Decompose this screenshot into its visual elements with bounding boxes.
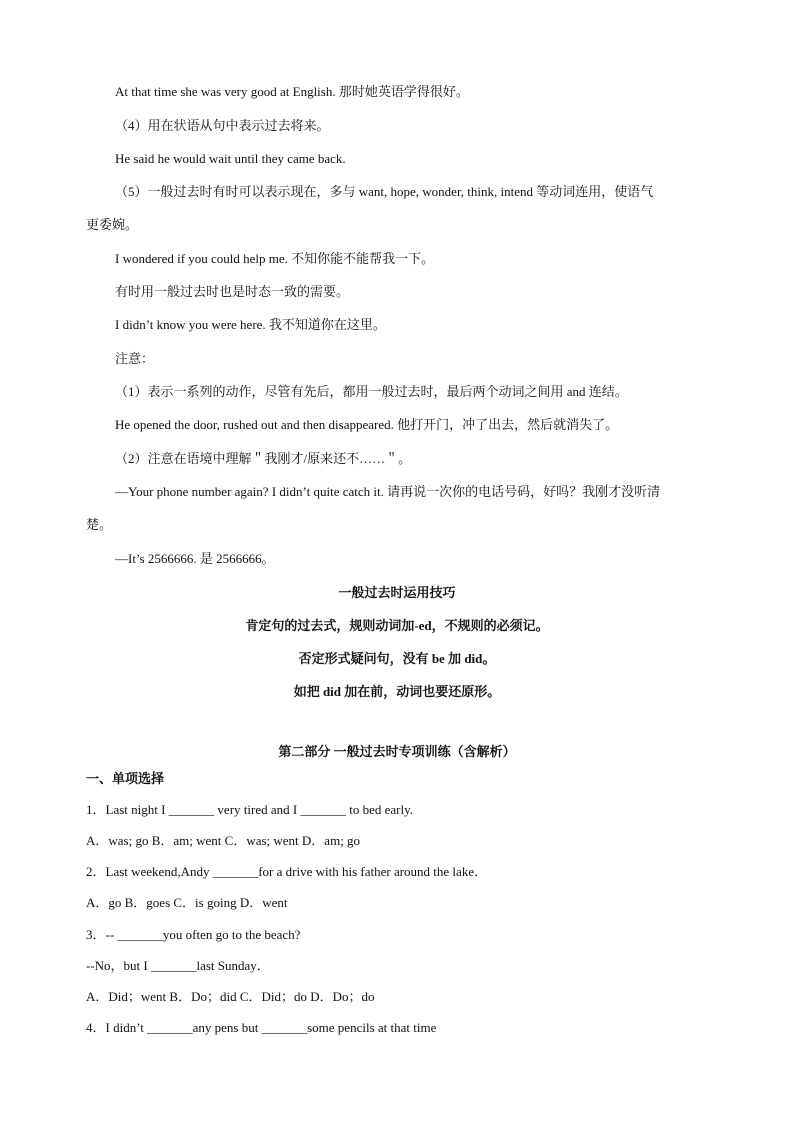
section-heading: 一、单项选择 (86, 771, 165, 786)
tips-rule: 如把 did 加在前，动词也要还原形。 (293, 684, 501, 699)
dialogue-line: —It’s 2566666. 是 2566666。 (115, 551, 275, 566)
example-sentence: He said he would wait until they came back. (115, 151, 346, 166)
example-sentence: I wondered if you could help me. 不知你能不能帮我一下。 (115, 251, 435, 266)
question-options: A．Did；went B．Do；did C．Did；do D．Do；do (86, 989, 375, 1004)
note-text: 有时用一般过去时也是时态一致的需要。 (115, 284, 350, 299)
tips-title: 一般过去时运用技巧 (338, 585, 456, 600)
rule-heading-continued: 更委婉。 (86, 217, 139, 232)
example-sentence: He opened the door, rushed out and then disappeared. 他打开门，冲了出去，然后就消失了。 (115, 417, 619, 432)
note-item: （2）注意在语境中理解＂我刚才/原来还不……＂。 (115, 451, 412, 466)
question-stem: 3．-- _______you often go to the beach? (86, 927, 301, 942)
note-item: （1）表示一系列的动作，尽管有先后，都用一般过去时，最后两个动词之间用 and 连结。 (115, 384, 628, 399)
note-label: 注意： (115, 351, 155, 366)
question-stem: 1．Last night I _______ very tired and I _______ to bed early. (86, 802, 413, 817)
example-sentence: I didn’t know you were here. 我不知道你在这里。 (115, 317, 386, 332)
question-options: A．was; go B．am; went C．was; went D．am; go (86, 833, 361, 848)
question-stem: 2．Last weekend,Andy _______for a drive with his father around the lake． (86, 864, 488, 879)
dialogue-line: —Your phone number again? I didn’t quite catch it. 请再说一次你的电话号码，好吗？我刚才没听清 (115, 484, 661, 499)
question-stem: 4．I didn’t _______any pens but _______some pencils at that time (86, 1020, 437, 1035)
tips-rule: 肯定句的过去式，规则动词加-ed，不规则的必须记。 (245, 618, 549, 633)
rule-heading: （5）一般过去时有时可以表示现在，多与 want, hope, wonder, think, intend 等动词连用，使语气 (115, 184, 654, 199)
tips-rule: 否定形式疑问句，没有 be 加 did。 (298, 651, 496, 666)
part-title: 第二部分 一般过去时专项训练（含解析） (278, 744, 516, 759)
question-stem-continued: --No，but I _______last Sunday． (86, 958, 270, 973)
question-options: A．go B．goes C．is going D．went (86, 895, 288, 910)
dialogue-line-continued: 楚。 (86, 517, 113, 532)
example-sentence: At that time she was very good at English. 那时她英语学得很好。 (115, 84, 469, 99)
rule-heading: （4）用在状语从句中表示过去将来。 (115, 118, 330, 133)
